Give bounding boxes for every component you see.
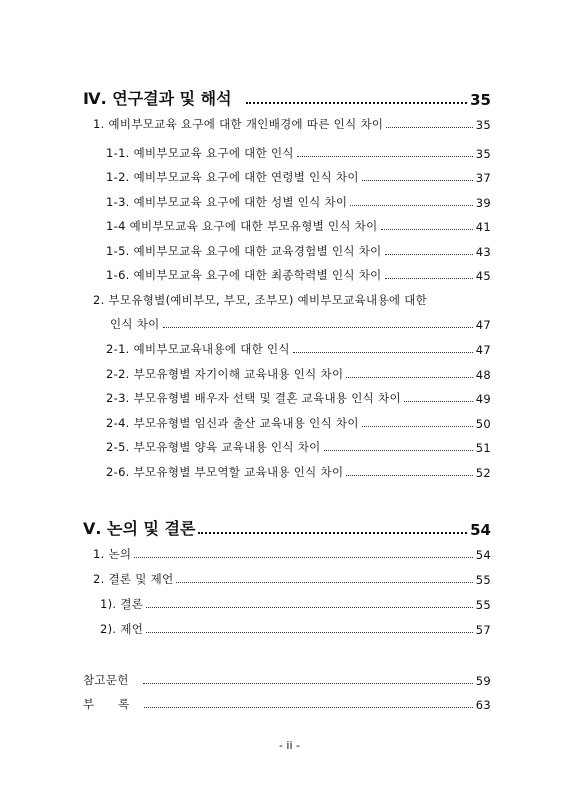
toc-label: 1-1. 예비부모교육 요구에 대한 인식 (106, 146, 294, 160)
toc-label: 2. 결론 및 제언 (93, 572, 174, 586)
toc-label: 1-6. 예비부모교육 요구에 대한 최종학력별 인식 차이 (106, 268, 382, 282)
toc-section-5-1[interactable] (93, 546, 491, 562)
toc-section-4-2-3[interactable] (106, 390, 491, 406)
toc-section-4-2-2[interactable] (106, 366, 491, 382)
toc-section-4-1-5[interactable] (106, 243, 491, 259)
dot-leader (386, 127, 473, 128)
dot-leader (163, 327, 473, 328)
toc-section-4-2[interactable] (110, 316, 491, 332)
dot-leader (146, 632, 473, 633)
toc-label: 2-1. 예비부모교육내용에 대한 인식 (106, 342, 290, 356)
toc-page-number: 55 (475, 573, 491, 587)
toc-page-number: 51 (475, 441, 491, 455)
toc-section-4-1[interactable] (93, 116, 491, 132)
dot-leader (381, 229, 473, 230)
toc-label: 2-6. 부모유형별 부모역할 교육내용 인식 차이 (106, 465, 344, 479)
toc-section-5-2[interactable] (93, 571, 491, 587)
dot-leader (146, 607, 473, 608)
toc-label: 2-2. 부모유형별 자기이해 교육내용 인식 차이 (106, 367, 344, 381)
toc-page-number: 35 (470, 91, 491, 109)
toc-references[interactable] (83, 672, 491, 688)
dot-leader (346, 475, 472, 476)
toc-section-4-1-1[interactable] (106, 145, 491, 161)
dot-leader (350, 205, 472, 206)
toc-label: 1). 결론 (100, 597, 144, 611)
toc-section-5-2-2[interactable] (100, 621, 491, 637)
toc-page-number: 35 (475, 147, 491, 161)
dot-leader (404, 401, 473, 402)
toc-label: 참고문헌 (83, 673, 129, 687)
toc-section-4-2-5[interactable] (106, 439, 491, 455)
dot-leader (324, 450, 473, 451)
dot-leader (144, 707, 473, 708)
toc-appendix[interactable] (83, 696, 491, 712)
toc-chapter-4[interactable] (83, 86, 491, 109)
toc-page-number: 57 (475, 623, 491, 637)
dot-leader (385, 254, 473, 255)
dot-leader (362, 426, 473, 427)
toc-label: 1-5. 예비부모교육 요구에 대한 교육경험별 인식 차이 (106, 244, 382, 258)
toc-label: Ⅳ. 연구결과 및 해석 (83, 89, 232, 108)
dot-leader (346, 377, 472, 378)
dot-leader (198, 532, 467, 534)
toc-page-number: 63 (475, 698, 491, 712)
toc-page-number: 39 (475, 196, 491, 210)
toc-section-4-2-heading[interactable]: 2. 부모유형별(예비부모, 부모, 조부모) 예비부모교육내용에 대한 (93, 293, 428, 307)
toc-section-4-2-4[interactable] (106, 415, 491, 431)
toc-section-4-2-6[interactable] (106, 464, 491, 480)
toc-section-4-1-4[interactable] (106, 218, 491, 234)
toc-page-number: 35 (475, 118, 491, 132)
toc-label: Ⅴ. 논의 및 결론 (83, 519, 196, 538)
dot-leader (362, 180, 473, 181)
toc-label: 2-4. 부모유형별 임신과 출산 교육내용 인식 차이 (106, 416, 359, 430)
toc-section-4-1-2[interactable] (106, 169, 491, 185)
toc-page-number: 52 (475, 466, 491, 480)
toc-page-number: 50 (475, 417, 491, 431)
dot-leader (385, 278, 473, 279)
toc-page-number: 43 (475, 245, 491, 259)
toc-label: 2). 제언 (100, 622, 144, 636)
toc-label: 인식 차이 (110, 317, 160, 331)
dot-leader (297, 156, 473, 157)
toc-section-5-2-1[interactable] (100, 596, 491, 612)
toc-page-number: 48 (475, 368, 491, 382)
toc-label: 2-3. 부모유형별 배우자 선택 및 결혼 교육내용 인식 차이 (106, 391, 401, 405)
toc-label: 1-4 예비부모교육 요구에 대한 부모유형별 인식 차이 (106, 219, 378, 233)
dot-leader (246, 102, 468, 104)
toc-label: 1-2. 예비부모교육 요구에 대한 연령별 인식 차이 (106, 170, 359, 184)
toc-section-4-2-1[interactable] (106, 341, 491, 357)
dot-leader (176, 582, 472, 583)
toc-label: 1-3. 예비부모교육 요구에 대한 성별 인식 차이 (106, 195, 348, 209)
toc-page-number: 59 (475, 674, 491, 688)
dot-leader (143, 683, 473, 684)
toc-label: 2-5. 부모유형별 양육 교육내용 인식 차이 (106, 440, 321, 454)
toc-page-number: 37 (475, 171, 491, 185)
dot-leader (293, 352, 473, 353)
toc-section-4-1-6[interactable] (106, 267, 491, 283)
toc-page-number: 45 (475, 269, 491, 283)
footer-page-number: - ii - (278, 739, 301, 752)
toc-page-number: 54 (470, 521, 491, 539)
toc-page-number: 47 (475, 343, 491, 357)
toc-page-number: 55 (475, 598, 491, 612)
toc-page-number: 54 (475, 548, 491, 562)
toc-page-number: 41 (475, 220, 491, 234)
toc-section-4-1-3[interactable] (106, 194, 491, 210)
toc-page-number: 47 (475, 318, 491, 332)
toc-page-number: 49 (475, 392, 491, 406)
toc-label: 1. 논의 (93, 547, 132, 561)
dot-leader (134, 557, 472, 558)
toc-chapter-5[interactable] (83, 516, 491, 539)
toc-label: 1. 예비부모교육 요구에 대한 개인배경에 따른 인식 차이 (93, 117, 384, 131)
toc-label: 부 록 (83, 697, 130, 711)
